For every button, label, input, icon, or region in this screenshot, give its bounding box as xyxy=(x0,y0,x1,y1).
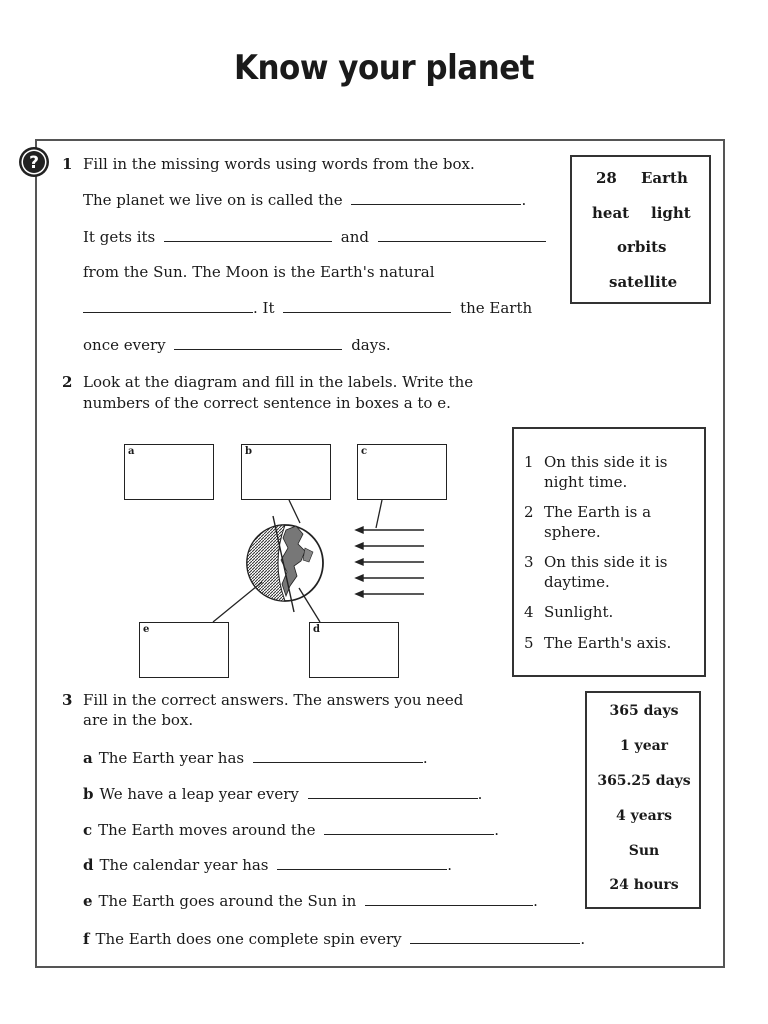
q1-line-4-end: the Earth xyxy=(460,299,533,317)
item-text: We have a leap year every xyxy=(99,785,299,803)
label-box-letter: d xyxy=(313,624,320,635)
sentence-item xyxy=(524,552,704,592)
q1-line-2-mid: and xyxy=(340,228,369,246)
item-text: The Earth year has xyxy=(98,749,245,767)
q1-line-1-end: . xyxy=(521,191,527,209)
q1-line-2-start: It gets its xyxy=(83,228,156,246)
question-3-number: 3 xyxy=(62,691,73,709)
word-box-item: light xyxy=(651,204,691,222)
item-text: The Earth moves around the xyxy=(98,821,316,839)
pointer-line-e xyxy=(213,582,262,622)
question-2-instruction-1: Look at the diagram and fill in the labels. Write the xyxy=(83,373,474,391)
sentence-item xyxy=(524,633,704,653)
q3-blank-c[interactable] xyxy=(324,820,494,835)
answer-box-item: 365.25 days xyxy=(597,773,691,789)
item-text: The Earth goes around the Sun in xyxy=(98,892,357,910)
item-letter: c xyxy=(83,821,93,839)
sentence-number: 2 xyxy=(524,503,534,521)
svg-text:?: ? xyxy=(29,153,39,173)
word-box-item: orbits xyxy=(617,238,667,256)
q1-line-5-end: days. xyxy=(351,336,391,354)
q3-blank-a[interactable] xyxy=(253,748,423,763)
item-letter: f xyxy=(83,930,90,948)
answer-box-item: Sun xyxy=(628,843,660,859)
word-box-item: heat xyxy=(592,204,630,222)
q3-blank-f[interactable] xyxy=(410,929,580,944)
question-1-instruction: Fill in the missing words using words from the box. xyxy=(83,155,475,173)
q2-sentence-box xyxy=(512,427,706,677)
answer-box-item: 4 years xyxy=(616,808,672,824)
sentence-item xyxy=(524,602,704,622)
q3-item-a: a The Earth year has . xyxy=(83,749,428,767)
earth-globe xyxy=(247,525,323,601)
sentence-item xyxy=(524,452,704,492)
answer-box-item: 24 hours xyxy=(609,877,679,893)
q3-blank-e[interactable] xyxy=(365,891,533,906)
label-box-letter: e xyxy=(143,624,150,635)
label-box-letter: b xyxy=(245,446,252,457)
q1-line-3: from the Sun. The Moon is the Earth's natural xyxy=(83,263,435,281)
sunlight-arrows xyxy=(356,527,424,597)
sentence-text: The Earth is a sphere. xyxy=(544,503,652,541)
q1-line-1-text: The planet we live on is called the xyxy=(83,191,343,209)
question-1-number: 1 xyxy=(62,155,73,173)
question-3-instruction-2: are in the box. xyxy=(83,711,194,729)
sentence-item xyxy=(524,502,704,542)
sentence-number: 1 xyxy=(524,453,534,471)
label-box-letter: c xyxy=(361,446,368,457)
pointer-line-c xyxy=(376,500,382,528)
q1-line-5-start: once every xyxy=(83,336,166,354)
q3-blank-b[interactable] xyxy=(308,784,478,799)
sentence-text: The Earth's axis. xyxy=(544,634,672,652)
q3-blank-d[interactable] xyxy=(277,855,447,870)
q3-answer-box xyxy=(585,691,701,909)
q3-item-e: e The Earth goes around the Sun in . xyxy=(83,892,538,910)
item-text: The calendar year has xyxy=(99,856,269,874)
sentence-text: On this side it is daytime. xyxy=(544,553,668,591)
sentence-text: On this side it is night time. xyxy=(544,453,668,491)
sentence-number: 4 xyxy=(524,603,534,621)
item-letter: d xyxy=(83,856,94,874)
item-text: The Earth does one complete spin every xyxy=(95,930,402,948)
item-letter: e xyxy=(83,892,93,910)
page-title: Know your planet xyxy=(233,48,535,88)
q1-line-4-mid: . It xyxy=(253,299,275,317)
label-box-letter: a xyxy=(128,446,135,457)
pointer-line-b xyxy=(289,500,300,523)
q3-item-c: c The Earth moves around the . xyxy=(83,821,500,839)
word-box-item: 28 xyxy=(596,169,617,187)
question-2-instruction-2: numbers of the correct sentence in boxes a to e. xyxy=(83,394,451,412)
q3-item-f: f The Earth does one complete spin every . xyxy=(83,930,586,948)
answer-box-item: 1 year xyxy=(619,738,669,754)
answer-box-item: 365 days xyxy=(609,703,679,719)
question-2-number: 2 xyxy=(62,373,73,391)
item-letter: a xyxy=(83,749,93,767)
item-letter: b xyxy=(83,785,94,803)
word-box-item: satellite xyxy=(609,273,678,291)
q3-item-d: d The calendar year has . xyxy=(83,856,453,874)
q3-item-b: b We have a leap year every . xyxy=(83,785,483,803)
sentence-number: 5 xyxy=(524,634,534,652)
question-3-instruction-1: Fill in the correct answers. The answers you need xyxy=(83,691,464,709)
word-box-item: Earth xyxy=(641,169,688,187)
sentence-number: 3 xyxy=(524,553,534,571)
sentence-text: Sunlight. xyxy=(544,603,614,621)
